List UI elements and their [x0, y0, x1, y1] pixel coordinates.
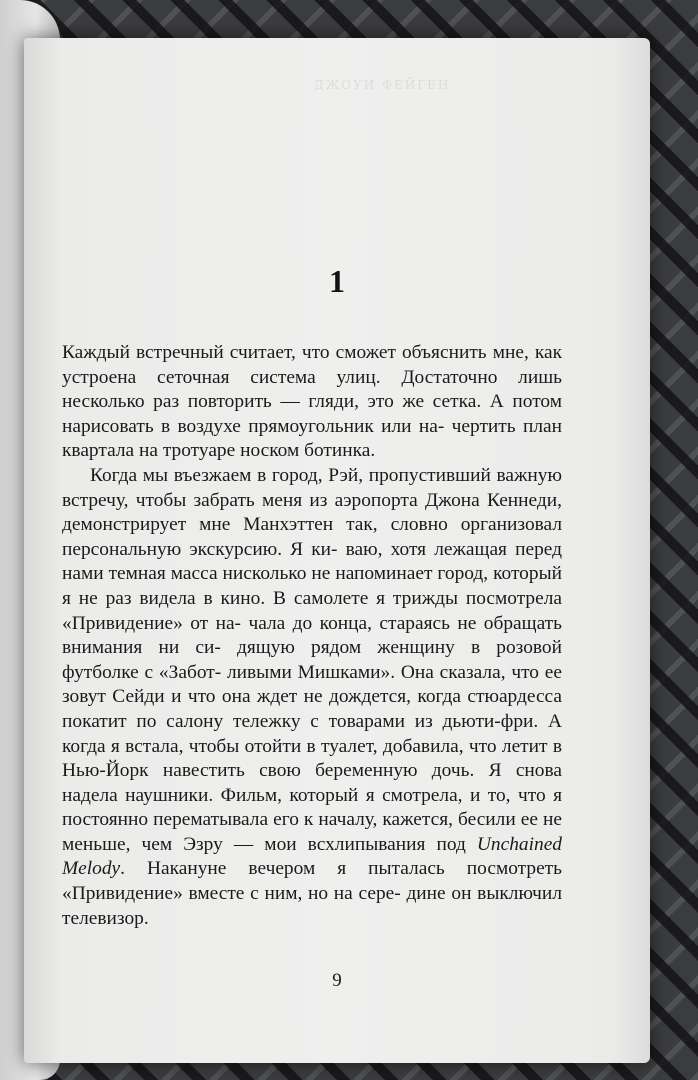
text-line: Когда мы въезжаем в город, Рэй, пропустивший — [90, 464, 491, 486]
text-line: лишь несколько раз повторить — гляди, это же сетка. — [62, 366, 562, 413]
text-line: надела наушники. Фильм, который я смотрела, и то, — [62, 784, 511, 806]
text-line: словно организовал персональную экскурсию. Я ки- — [62, 514, 562, 560]
text-line: чала до конца, стараясь не обращать внимания ни си- — [62, 612, 562, 659]
text-fragment: . Накануне вечером я пыталась — [120, 858, 445, 880]
text-line: Каждый встречный считает, что сможет объяснить — [62, 342, 487, 363]
text-line: Джона Кеннеди, демонстрирует мне Манхэттен так, — [62, 489, 562, 536]
text-line: важную встречу, чтобы забрать меня из аэропорта — [62, 464, 562, 511]
text-line: бесили ее не меньше, чем Эзру — мои всхлипывания — [62, 809, 562, 855]
text-line: ваю, хотя лежащая перед нами темная масса нисколько — [62, 538, 562, 585]
chapter-number: 1 — [329, 263, 345, 299]
text-line: по салону тележку с товарами из дьюти-фри. А когда — [62, 710, 562, 757]
text-line: что я постоянно перематывала его к началу, кажется, — [62, 784, 563, 831]
paragraph-1 — [62, 341, 562, 464]
text-line: В самолете я трижды посмотрела «Привидение» от на- — [62, 587, 562, 634]
running-header: ДЖОУИ ФЕЙГЕН — [314, 78, 451, 92]
text-line: посмотреть «Привидение» вместе с ним, но на сере- — [62, 858, 562, 905]
paragraph-2 — [62, 464, 562, 931]
text-line: не напоминает город, который я не раз видела в кино. — [62, 563, 562, 609]
text-line: мне, как устроена сеточная система улиц. Достаточно — [62, 342, 562, 388]
text-line: дящую рядом женщину в розовой футболке с «Забот- — [62, 637, 562, 683]
text-line: А потом нарисовать в воздухе прямоугольник или на- — [62, 391, 563, 437]
text-line: чертить план квартала на тротуаре носком ботинка. — [62, 415, 562, 462]
text-line: Нью-Йорк навестить свою беременную дочь. Я снова — [62, 760, 562, 782]
chapter-body — [62, 341, 562, 931]
page-number: 9 — [332, 970, 342, 991]
text-line: дине он выключил телевизор. — [62, 883, 562, 929]
text-line: я встала, чтобы отойти в туалет, добавила, что летит в — [110, 735, 562, 757]
text-line: ливыми Мишками». Она сказала, что ее зовут Сейди — [62, 661, 562, 708]
book-page — [24, 38, 650, 1063]
text-fragment: под — [436, 833, 477, 855]
song-title: Unchained Melody — [62, 833, 563, 880]
text-line: и что она ждет не дождется, когда стюардесса покатит — [62, 686, 563, 732]
